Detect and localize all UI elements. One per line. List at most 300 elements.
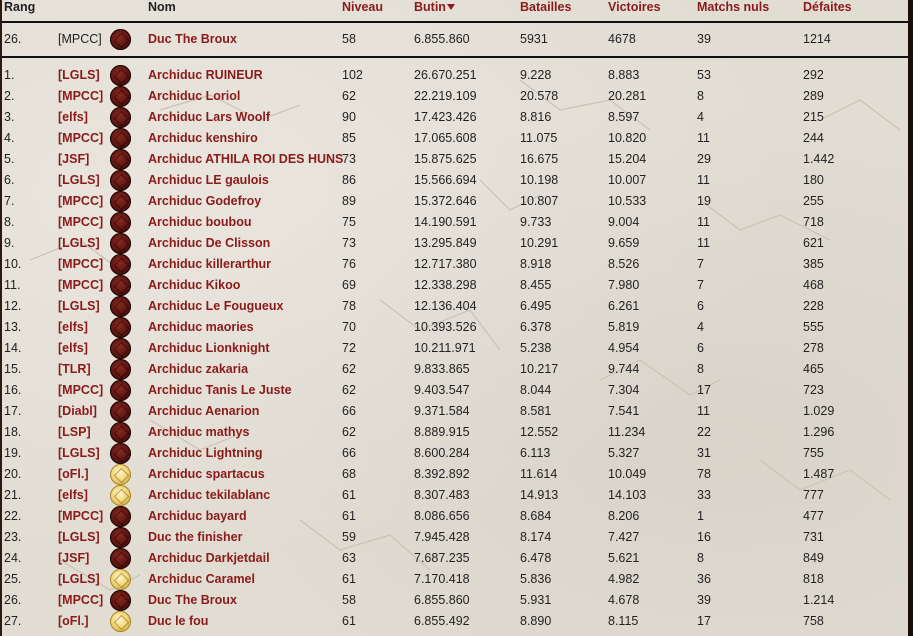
player-name-link[interactable]: Archiduc Caramel	[148, 572, 255, 586]
level-cell: 62	[342, 89, 356, 103]
player-emblem-icon	[110, 548, 131, 569]
player-name-link[interactable]: Duc The Broux	[148, 32, 237, 46]
alliance-link[interactable]: [LGLS]	[58, 299, 100, 313]
draws-cell: 11	[697, 236, 710, 250]
draws-cell: 11	[697, 215, 710, 229]
rank-cell: 6.	[4, 173, 15, 187]
defeats-cell: 465	[803, 362, 824, 376]
battles-cell: 16.675	[520, 152, 559, 166]
table-row	[0, 86, 908, 107]
table-row	[0, 107, 908, 128]
battles-cell: 10.198	[520, 173, 559, 187]
table-row	[0, 485, 908, 506]
battles-cell: 12.552	[520, 425, 559, 439]
defeats-cell: 215	[803, 110, 824, 124]
battles-cell: 11.075	[520, 131, 558, 145]
rank-cell: 17.	[4, 404, 22, 418]
draws-cell: 8	[697, 551, 704, 565]
victories-cell: 10.007	[608, 173, 647, 187]
player-name-link[interactable]: Archiduc kenshiro	[148, 131, 258, 145]
loot-cell: 9.403.547	[414, 383, 470, 397]
player-emblem-icon	[110, 506, 131, 527]
table-row	[0, 443, 908, 464]
table-row	[0, 296, 908, 317]
table-row	[0, 548, 908, 569]
header-rank[interactable]: Rang	[4, 0, 36, 14]
battles-cell: 6.495	[520, 299, 552, 313]
victories-cell: 5.327	[608, 446, 640, 460]
rank-cell: 26.	[4, 593, 22, 607]
loot-cell: 8.600.284	[414, 446, 470, 460]
draws-cell: 17	[697, 383, 711, 397]
table-row	[0, 401, 908, 422]
player-name-link[interactable]: Archiduc Loriol	[148, 89, 241, 103]
loot-cell: 8.307.483	[414, 488, 470, 502]
rank-cell: 23.	[4, 530, 22, 544]
rank-cell: 5.	[4, 152, 15, 166]
player-name-link[interactable]: Archiduc Aenarion	[148, 404, 260, 418]
player-emblem-icon	[110, 212, 131, 233]
battles-cell: 10.217	[520, 362, 559, 376]
rank-cell: 27.	[4, 614, 22, 628]
player-name-link[interactable]: Archiduc Lightning	[148, 446, 263, 460]
level-cell: 70	[342, 320, 356, 334]
alliance-link[interactable]: [MPCC]	[58, 257, 104, 271]
player-emblem-icon	[110, 338, 131, 359]
player-emblem-icon	[110, 254, 131, 275]
defeats-cell: 228	[803, 299, 824, 313]
loot-cell: 26.670.251	[414, 68, 477, 82]
battles-cell: 14.913	[520, 488, 559, 502]
rank-cell: 22.	[4, 509, 22, 523]
header-defeats[interactable]: Défaites	[803, 0, 852, 14]
draws-cell: 1	[697, 509, 704, 523]
gold-emblem-icon	[110, 464, 131, 485]
gold-emblem-icon	[110, 485, 131, 506]
victories-cell: 11.234	[608, 425, 646, 439]
player-name-link[interactable]: Archiduc maories	[148, 320, 254, 334]
victories-cell: 9.659	[608, 236, 640, 250]
draws-cell: 53	[697, 68, 711, 82]
loot-cell: 17.065.608	[414, 131, 477, 145]
player-name-link[interactable]: Archiduc zakaria	[148, 362, 249, 376]
player-emblem-icon	[110, 359, 131, 380]
player-emblem-icon	[110, 443, 131, 464]
loot-cell: 12.136.404	[414, 299, 477, 313]
battles-cell: 5931	[520, 32, 548, 46]
alliance-link[interactable]: [JSF]	[58, 551, 90, 565]
draws-cell: 17	[697, 614, 711, 628]
level-cell: 72	[342, 341, 356, 355]
victories-cell: 9.744	[608, 362, 640, 376]
level-cell: 75	[342, 215, 356, 229]
player-name-link[interactable]: Archiduc bayard	[148, 509, 247, 523]
player-emblem-icon	[110, 128, 131, 149]
victories-cell: 7.427	[608, 530, 640, 544]
player-name-link[interactable]: Archiduc Lars Woolf	[148, 110, 271, 124]
loot-cell: 17.423.426	[414, 110, 477, 124]
player-emblem-icon	[110, 527, 131, 548]
player-emblem-icon	[110, 107, 131, 128]
header-victories[interactable]: Victoires	[608, 0, 661, 14]
rank-cell: 7.	[4, 194, 15, 208]
loot-cell: 9.371.584	[414, 404, 470, 418]
loot-cell: 15.566.694	[414, 173, 477, 187]
loot-cell: 15.875.625	[414, 152, 477, 166]
level-cell: 73	[342, 152, 356, 166]
defeats-cell: 385	[803, 257, 824, 271]
alliance-link[interactable]: [MPCC]	[58, 383, 104, 397]
level-cell: 58	[342, 32, 356, 46]
draws-cell: 7	[697, 257, 704, 271]
level-cell: 58	[342, 593, 356, 607]
rank-cell: 9.	[4, 236, 15, 250]
table-row	[0, 611, 908, 632]
table-row	[0, 590, 908, 611]
victories-cell: 7.541	[608, 404, 640, 418]
defeats-cell: 477	[803, 509, 824, 523]
defeats-cell: 1.029	[803, 404, 835, 418]
alliance-link[interactable]: [LGLS]	[58, 236, 100, 250]
loot-cell: 12.717.380	[414, 257, 477, 271]
defeats-cell: 1.442	[803, 152, 835, 166]
table-row	[0, 149, 908, 170]
header-level[interactable]: Niveau	[342, 0, 383, 14]
victories-cell: 8.597	[608, 110, 640, 124]
level-cell: 61	[342, 572, 356, 586]
level-cell: 86	[342, 173, 356, 187]
header-loot[interactable]	[414, 0, 455, 17]
battles-cell: 5.836	[520, 572, 552, 586]
victories-cell: 4678	[608, 32, 636, 46]
player-name-link[interactable]: Duc The Broux	[148, 593, 237, 607]
draws-cell: 8	[697, 89, 704, 103]
battles-cell: 8.581	[520, 404, 552, 418]
alliance-link[interactable]: [Diabl]	[58, 404, 97, 418]
alliance-link[interactable]: [MPCC]	[58, 32, 102, 46]
table-row	[0, 254, 908, 275]
defeats-cell: 777	[803, 488, 824, 502]
victories-cell: 14.103	[608, 488, 647, 502]
battles-cell: 6.478	[520, 551, 552, 565]
draws-cell: 4	[697, 320, 704, 334]
player-emblem-icon	[110, 29, 131, 50]
player-name-link[interactable]: Archiduc tekilablanc	[148, 488, 271, 502]
alliance-link[interactable]: [LGLS]	[58, 173, 100, 187]
defeats-cell: 758	[803, 614, 824, 628]
defeats-cell: 731	[803, 530, 824, 544]
player-name-link[interactable]: Archiduc De Clisson	[148, 236, 271, 250]
level-cell: 68	[342, 467, 356, 481]
rank-cell: 19.	[4, 446, 22, 460]
defeats-cell: 1214	[803, 32, 831, 46]
table-row	[0, 317, 908, 338]
rank-cell: 26.	[4, 32, 22, 46]
level-cell: 66	[342, 446, 356, 460]
victories-cell: 7.980	[608, 278, 640, 292]
defeats-cell: 755	[803, 446, 824, 460]
battles-cell: 8.684	[520, 509, 552, 523]
draws-cell: 36	[697, 572, 711, 586]
defeats-cell: 555	[803, 320, 824, 334]
alliance-link[interactable]: [MPCC]	[58, 509, 104, 523]
level-cell: 85	[342, 131, 356, 145]
player-name-link[interactable]: Archiduc boubou	[148, 215, 252, 229]
level-cell: 61	[342, 614, 356, 628]
victories-cell: 5.621	[608, 551, 640, 565]
player-name-link[interactable]: Archiduc Godefroy	[148, 194, 262, 208]
header-battles[interactable]: Batailles	[520, 0, 572, 14]
header-loot-label: Butin	[414, 0, 446, 14]
player-name-link[interactable]: Archiduc Kikoo	[148, 278, 241, 292]
player-name-link[interactable]: Archiduc ATHILA ROI DES HUNS	[148, 152, 344, 166]
level-cell: 63	[342, 551, 356, 565]
alliance-link[interactable]: [MPCC]	[58, 215, 104, 229]
table-row	[0, 170, 908, 191]
loot-cell: 9.833.865	[414, 362, 470, 376]
alliance-link[interactable]: [MPCC]	[58, 131, 104, 145]
alliance-link[interactable]: [elfs]	[58, 488, 88, 502]
player-name-link[interactable]: Archiduc RUINEUR	[148, 68, 263, 82]
player-name-link[interactable]: Archiduc Darkjetdail	[148, 551, 270, 565]
defeats-cell: 621	[803, 236, 824, 250]
draws-cell: 19	[697, 194, 711, 208]
alliance-link[interactable]: [LGLS]	[58, 446, 100, 460]
player-name-link[interactable]: Archiduc Le Fougueux	[148, 299, 284, 313]
alliance-link[interactable]: [LGLS]	[58, 572, 100, 586]
victories-cell: 4.678	[608, 593, 640, 607]
victories-cell: 4.982	[608, 572, 640, 586]
alliance-link[interactable]: [JSF]	[58, 152, 90, 166]
defeats-cell: 1.214	[803, 593, 835, 607]
level-cell: 102	[342, 68, 363, 82]
loot-cell: 7.945.428	[414, 530, 470, 544]
defeats-cell: 818	[803, 572, 824, 586]
victories-cell: 10.820	[608, 131, 647, 145]
player-name-link[interactable]: Duc the finisher	[148, 530, 243, 544]
alliance-link[interactable]: [LSP]	[58, 425, 91, 439]
player-emblem-icon	[110, 380, 131, 401]
table-row	[0, 275, 908, 296]
rank-cell: 12.	[4, 299, 22, 313]
rank-cell: 1.	[4, 68, 15, 82]
draws-cell: 31	[697, 446, 711, 460]
battles-cell: 8.918	[520, 257, 552, 271]
alliance-link[interactable]: [LGLS]	[58, 68, 100, 82]
player-emblem-icon	[110, 590, 131, 611]
player-name-link[interactable]: Archiduc spartacus	[148, 467, 265, 481]
rank-cell: 14.	[4, 341, 22, 355]
loot-cell: 8.086.656	[414, 509, 470, 523]
defeats-cell: 1.487	[803, 467, 835, 481]
player-emblem-icon	[110, 86, 131, 107]
player-name-link[interactable]: Archiduc Lionknight	[148, 341, 270, 355]
level-cell: 73	[342, 236, 356, 250]
victories-cell: 8.206	[608, 509, 640, 523]
loot-cell: 10.393.526	[414, 320, 477, 334]
loot-cell: 14.190.591	[414, 215, 477, 229]
player-emblem-icon	[110, 275, 131, 296]
alliance-link[interactable]: [TLR]	[58, 362, 91, 376]
rank-cell: 8.	[4, 215, 15, 229]
draws-cell: 39	[697, 32, 711, 46]
alliance-link[interactable]: [MPCC]	[58, 278, 104, 292]
battles-cell: 11.614	[520, 467, 558, 481]
level-cell: 61	[342, 509, 356, 523]
alliance-link[interactable]: [MPCC]	[58, 194, 104, 208]
battles-cell: 8.174	[520, 530, 552, 544]
player-name-link[interactable]: Archiduc LE gaulois	[148, 173, 269, 187]
defeats-cell: 278	[803, 341, 824, 355]
table-row	[0, 65, 908, 86]
player-emblem-icon	[110, 191, 131, 212]
loot-cell: 7.170.418	[414, 572, 470, 586]
draws-cell: 78	[697, 467, 711, 481]
draws-cell: 39	[697, 593, 711, 607]
player-emblem-icon	[110, 296, 131, 317]
battles-cell: 9.228	[520, 68, 552, 82]
rank-cell: 16.	[4, 383, 22, 397]
victories-cell: 8.526	[608, 257, 640, 271]
rank-cell: 4.	[4, 131, 15, 145]
victories-cell: 8.883	[608, 68, 640, 82]
victories-cell: 5.819	[608, 320, 640, 334]
battles-cell: 10.291	[520, 236, 559, 250]
draws-cell: 11	[697, 404, 710, 418]
loot-cell: 13.295.849	[414, 236, 477, 250]
header-divider	[2, 21, 908, 23]
victories-cell: 10.049	[608, 467, 647, 481]
player-emblem-icon	[110, 149, 131, 170]
loot-cell: 10.211.971	[414, 341, 476, 355]
player-emblem-icon	[110, 422, 131, 443]
victories-cell: 10.533	[608, 194, 647, 208]
draws-cell: 4	[697, 110, 704, 124]
draws-cell: 33	[697, 488, 711, 502]
level-cell: 69	[342, 278, 356, 292]
loot-cell: 12.338.298	[414, 278, 477, 292]
defeats-cell: 468	[803, 278, 824, 292]
player-name-link[interactable]: Archiduc Tanis Le Juste	[148, 383, 292, 397]
draws-cell: 7	[697, 278, 704, 292]
loot-cell: 7.687.235	[414, 551, 470, 565]
battles-cell: 8.816	[520, 110, 552, 124]
table-row	[0, 128, 908, 149]
draws-cell: 6	[697, 299, 704, 313]
level-cell: 62	[342, 425, 356, 439]
gold-emblem-icon	[110, 611, 131, 632]
alliance-link[interactable]: [elfs]	[58, 110, 88, 124]
gold-emblem-icon	[110, 569, 131, 590]
battles-cell: 10.807	[520, 194, 559, 208]
battles-cell: 8.455	[520, 278, 552, 292]
table-row	[0, 380, 908, 401]
level-cell: 66	[342, 404, 356, 418]
loot-cell: 6.855.860	[414, 32, 470, 46]
defeats-cell: 1.296	[803, 425, 835, 439]
level-cell: 90	[342, 110, 356, 124]
rank-cell: 11.	[4, 278, 21, 292]
battles-cell: 8.044	[520, 383, 552, 397]
victories-cell: 6.261	[608, 299, 640, 313]
battles-cell: 6.113	[520, 446, 551, 460]
alliance-link[interactable]: [elfs]	[58, 320, 88, 334]
battles-cell: 20.578	[520, 89, 559, 103]
table-row	[0, 233, 908, 254]
loot-cell: 8.889.915	[414, 425, 470, 439]
alliance-link[interactable]: [MPCC]	[58, 593, 104, 607]
level-cell: 78	[342, 299, 356, 313]
level-cell: 61	[342, 488, 356, 502]
header-draws[interactable]: Matchs nuls	[697, 0, 770, 14]
rank-cell: 21.	[4, 488, 22, 502]
rank-cell: 2.	[4, 89, 15, 103]
rank-cell: 18.	[4, 425, 22, 439]
battles-cell: 8.890	[520, 614, 552, 628]
player-emblem-icon	[110, 317, 131, 338]
defeats-cell: 255	[803, 194, 824, 208]
defeats-cell: 718	[803, 215, 824, 229]
player-name-link[interactable]: Archiduc mathys	[148, 425, 250, 439]
player-emblem-icon	[110, 65, 131, 86]
alliance-link[interactable]: [elfs]	[58, 341, 88, 355]
victories-cell: 15.204	[608, 152, 647, 166]
alliance-link[interactable]: [MPCC]	[58, 89, 104, 103]
defeats-cell: 180	[803, 173, 824, 187]
header-name[interactable]: Nom	[148, 0, 176, 14]
victories-cell: 4.954	[608, 341, 640, 355]
rank-cell: 3.	[4, 110, 15, 124]
table-row	[0, 464, 908, 485]
player-name-link[interactable]: Duc le fou	[148, 614, 209, 628]
frame-right-border	[908, 0, 913, 636]
defeats-cell: 723	[803, 383, 824, 397]
draws-cell: 22	[697, 425, 711, 439]
alliance-link[interactable]: [oFl.]	[58, 467, 89, 481]
rank-cell: 15.	[4, 362, 22, 376]
battles-cell: 5.931	[520, 593, 552, 607]
table-row	[0, 422, 908, 443]
rank-cell: 25.	[4, 572, 22, 586]
alliance-link[interactable]: [LGLS]	[58, 530, 100, 544]
defeats-cell: 289	[803, 89, 824, 103]
table-row	[0, 569, 908, 590]
battles-cell: 9.733	[520, 215, 552, 229]
player-emblem-icon	[110, 170, 131, 191]
battles-cell: 5.238	[520, 341, 552, 355]
loot-cell: 8.392.892	[414, 467, 470, 481]
alliance-link[interactable]: [oFl.]	[58, 614, 89, 628]
level-cell: 62	[342, 383, 356, 397]
loot-cell: 6.855.492	[414, 614, 470, 628]
own-row-divider	[2, 56, 908, 58]
battles-cell: 6.378	[520, 320, 552, 334]
table-row	[0, 527, 908, 548]
loot-cell: 22.219.109	[414, 89, 477, 103]
player-name-link[interactable]: Archiduc killerarthur	[148, 257, 271, 271]
draws-cell: 29	[697, 152, 711, 166]
rank-cell: 13.	[4, 320, 22, 334]
table-row	[0, 506, 908, 527]
level-cell: 76	[342, 257, 356, 271]
victories-cell: 20.281	[608, 89, 647, 103]
table-row	[0, 212, 908, 233]
victories-cell: 7.304	[608, 383, 640, 397]
victories-cell: 9.004	[608, 215, 640, 229]
draws-cell: 16	[697, 530, 711, 544]
draws-cell: 8	[697, 362, 704, 376]
draws-cell: 6	[697, 341, 704, 355]
